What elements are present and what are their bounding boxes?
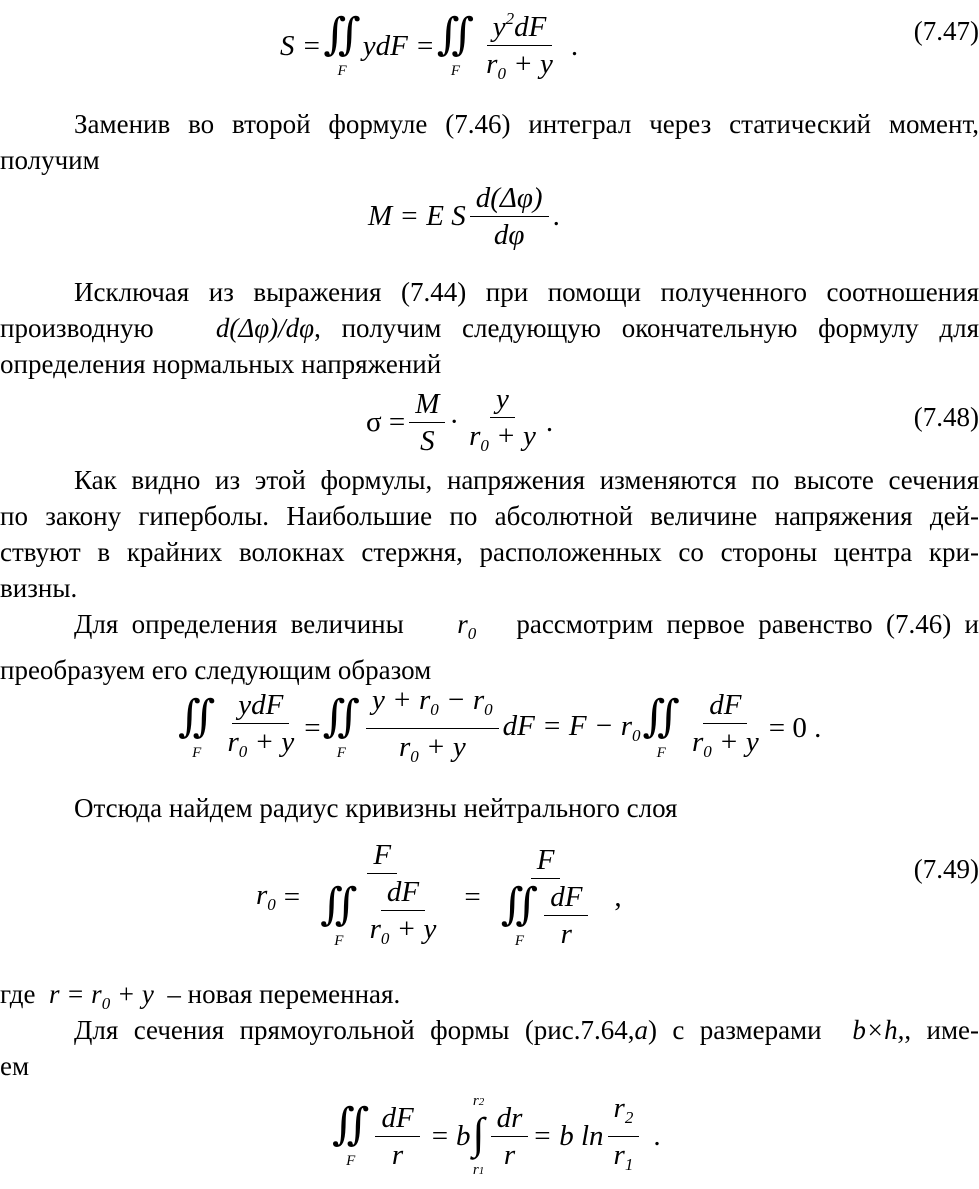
text-line: по закону гиперболы. Наибольшие по абсолютной величине напряжения дей- [0,501,979,531]
text-line: Как видно из этой формулы, напряжения изменяются по высоте сечения [74,465,979,495]
text-line: ствуют в крайних волокнах стержня, расположенных со стороны центра кри- [0,537,979,567]
paragraph [0,606,979,688]
equation-rectangle-integral [330,1084,661,1188]
text-line: Для определения величины $r_0$ рассмотрим первое равенство (7.46) и [74,609,979,643]
double-integral-icon: ∬ F [322,692,351,761]
double-integral-icon: ∬ F [323,10,351,79]
eq-text: . [552,199,560,232]
eq-text: S = [280,29,322,62]
equation-7-48 [366,382,553,462]
paragraph [0,106,979,178]
fraction: $\frac{d(\Delta\varphi)}{d\varphi}$ [470,182,549,251]
paragraph [0,1012,979,1084]
fraction: $\frac{dr}{r}$ [491,1102,529,1171]
eq-text: M = E S [368,199,466,232]
equation-7-49: $r_0$ = F ∬ F $\frac{dF}{r_0 + y}$ = F ∬ F $\frac{dF}{r}$ , [256,834,622,960]
eq-text: = [283,880,301,913]
equation-7-47 [280,0,578,92]
equation-number: (7.48) [913,402,979,432]
paragraph [0,790,979,826]
fraction: $\frac{y^2dF}{r_0 + y}$ [480,3,559,90]
eq-text: . [570,29,579,62]
text-line: производную d(Δφ)/dφ, получим следующую окончательную формулу для [0,313,979,343]
paragraph [0,462,979,606]
eq-text: σ = [366,405,406,438]
text-line: преобразуем его следующим образом [0,655,432,685]
eq-text: = [431,1119,449,1152]
fraction: $\frac{y + r_0 - r_0}{r_0 + y}$ [366,684,499,773]
double-integral-icon: ∬ F [436,10,465,79]
double-integral-icon: ∬ F [320,879,348,949]
eq-text: = 0 . [768,711,822,744]
double-integral-icon: ∬ F [332,1100,360,1169]
text-line: Для сечения прямоугольной формы (рис.7.64,а) с размерами b×h,, име- [74,1015,979,1045]
eq-text: . [653,1119,661,1152]
eq-text: = [464,880,481,913]
fraction: F ∬ F $\frac{dF}{r_0 + y}$ [312,839,452,955]
equation-number: (7.47) [913,16,979,46]
eq-text: = b ln [532,1119,604,1152]
text-line: получим [0,145,100,175]
fraction: $\frac{r_2}{r_1}$ [608,1092,640,1181]
text-line: определения нормальных напряжений [0,349,442,379]
text-line: где $r = r_0 + y$ – новая переменная. [0,979,401,1013]
fraction: $\frac{dF}{r}$ [544,881,588,950]
fraction: $\frac{dF}{r_0 + y}$ [691,688,759,761]
text-line: Отсюда найдем радиус кривизны нейтрального слоя [74,793,678,823]
eq-text: , [614,880,622,913]
eq-text: . [545,405,554,438]
double-integral-icon: ∬ F [642,692,670,761]
equation-integral-transform: ∬ F $\frac{\text{ydF}}{r_0 + y}$ = ∬ F $\frac{y + r_0 - r_0}{r_0 + y}$ dF = $F - r_0$ ∬ F $\frac{dF}{r_0 + y}$ = 0 . [176,682,821,774]
double-integral-icon: ∬ F [500,879,529,949]
text-line: Исключая из выражения (7.44) при помощи полученного соотношения [74,277,979,307]
text-line: Заменив во второй формуле (7.46) интеграл через статический момент, [74,109,979,139]
equation-number: (7.49) [913,854,979,884]
fraction: $\frac{\text{ydF}}{r_0 + y}$ [227,688,295,761]
fraction: $\frac{M}{S}$ [409,388,445,457]
fraction: $\frac{y}{r_0 + y}$ [469,382,536,455]
text-line: визны. [0,573,78,603]
eq-text: b [456,1119,471,1152]
fraction: F ∬ F $\frac{dF}{r}$ [493,844,599,950]
equation-moment [368,176,560,256]
fraction: $\frac{dF}{r}$ [375,1102,419,1171]
fraction: $\frac{dF}{r_0 + y}$ [369,876,437,948]
double-integral-icon: ∬ F [178,692,206,761]
paragraph [0,274,979,382]
integral-icon: r2 ∫ r1 [472,1093,485,1178]
eq-text: ydF = [362,29,435,62]
eq-text: = [304,711,321,744]
text-line: ем [0,1051,30,1081]
eq-text: · [449,405,460,438]
